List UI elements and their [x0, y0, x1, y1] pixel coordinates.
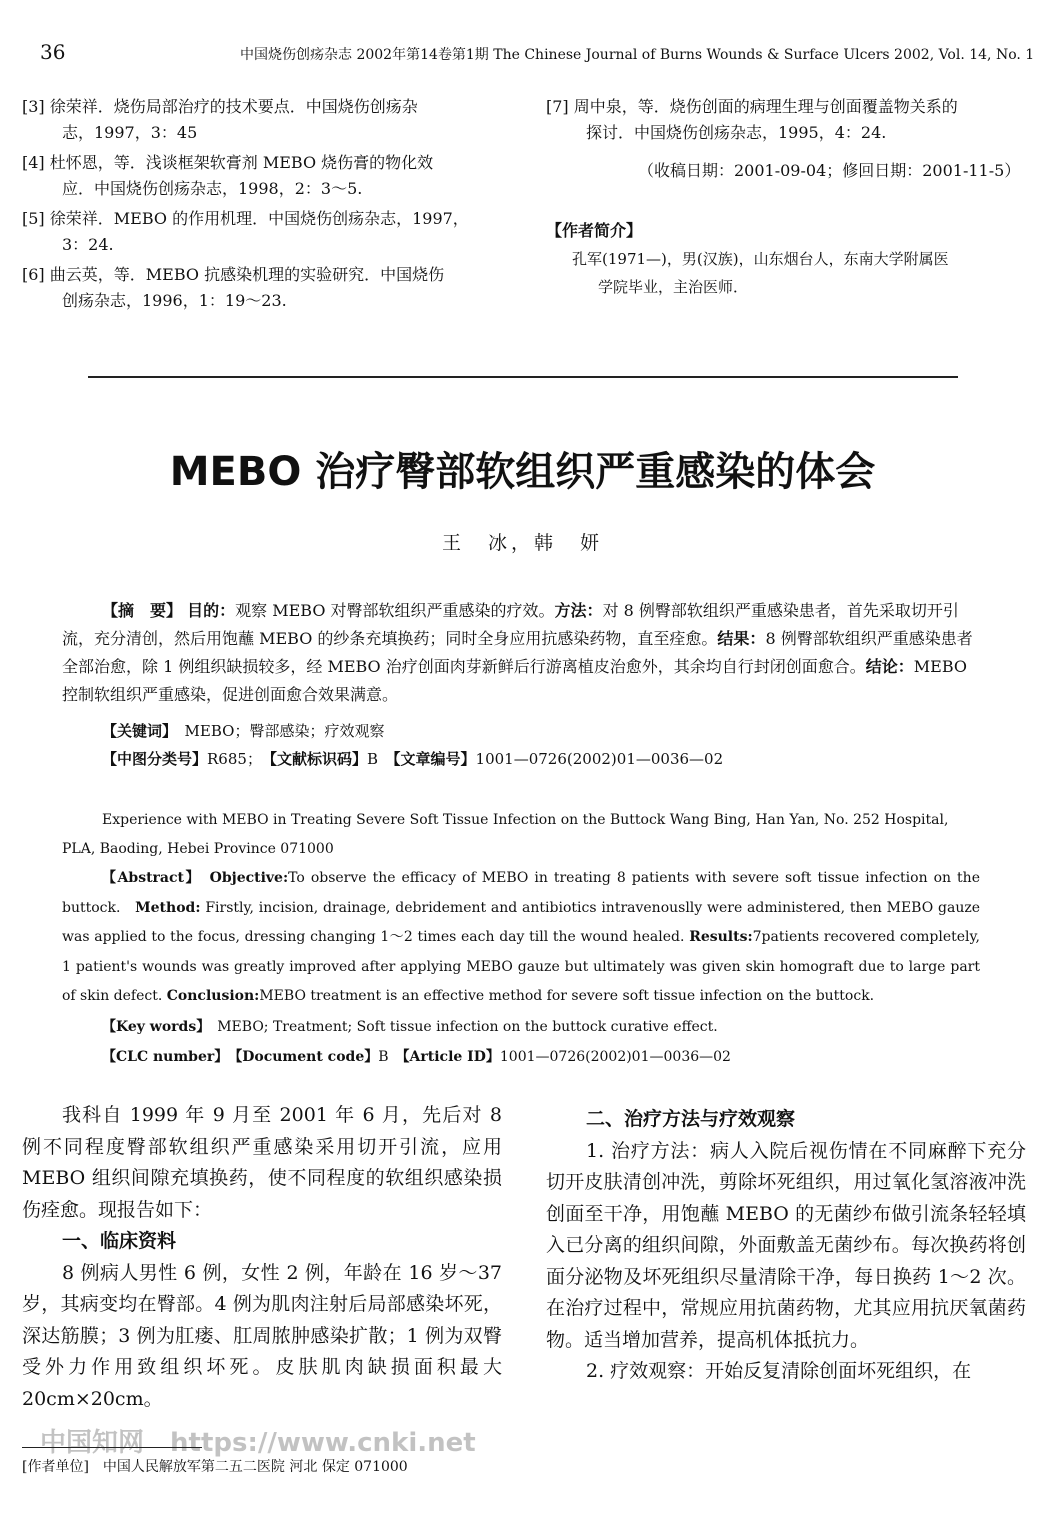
section-heading: 一、临床资料 [62, 1230, 177, 1252]
reference-item: [3] 徐荣祥．烧伤局部治疗的技术要点．中国烧伤创疡杂 志，1997，3：45 [22, 97, 418, 142]
body-right-column [546, 1104, 1026, 1388]
references-left [22, 94, 512, 318]
footnote-divider [22, 1447, 202, 1448]
author-intro-heading: 【作者简介】 [546, 221, 643, 240]
english-abstract: 【Abstract】 Objective:To observe the efficacy of MEBO in treating 8 patients with severe soft tissue infection on the buttock. Method: Firstly, incision, drainage, debridement and antibiotics intravenouslly were administered, then MEBO gauze was applied to the focus, dressing changing 1～2 times each day till the wound healed. Results:7patients recovered completely, 1 patient's wounds was greatly improved after applying MEBO gauze but ultimately was given skin homograft due to large part of skin defect. Conclusion:MEBO treatment is an effective method for severe soft tissue infection on the buttock. [62, 870, 981, 1004]
abstract-label: 【摘 要】 [102, 601, 183, 620]
body-paragraph: 1. 治疗方法：病人入院后视伤情在不同麻醉下充分切开皮肤清创冲洗，剪除坏死组织，用过氧化氢溶液冲洗创面至干净，用饱蘸 MEBO 的无菌纱布做引流条轻轻填入已分离的组织间隙，外面敷盖无菌纱布。每次换药将创面分泌物及坏死组织尽量清除干净，每日换药 1～2 次。在治疗过程中，常规应用抗菌药物，尤其应用抗厌氧菌药物。适当增加营养，提高机体抵抗力。 [546, 1139, 1026, 1351]
author-intro-line: 学院毕业，主治医师． [598, 278, 749, 296]
body-paragraph: 2. 疗效观察：开始反复清除创面坏死组织，在 [586, 1360, 972, 1382]
english-classification: 【CLC number】 【Document code】B 【Article ID】1001—0726(2002)01—0036—02 [102, 1049, 731, 1065]
received-date: （收稿日期：2001-09-04；修回日期：2001-11-5） [638, 161, 1021, 180]
reference-item: [5] 徐荣祥．MEBO 的作用机理．中国烧伤创疡杂志，1997， 3：24. [22, 209, 469, 254]
reference-item: [7] 周中泉，等．烧伤创面的病理生理与创面覆盖物关系的 探讨．中国烧伤创疡杂志，1995，4：24. [546, 97, 958, 142]
english-title: Experience with MEBO in Treating Severe Soft Tissue Infection on the Buttock Wang Bing, Han Yan, No. 252 Hospital, PLA, Baoding, Hebei Province 071000 [62, 812, 949, 857]
section-heading: 二、治疗方法与疗效观察 [586, 1108, 796, 1130]
footnote: [作者单位] 中国人民解放军第二五二医院 河北 保定 071000 [22, 1459, 408, 1475]
body-left-column [22, 1100, 502, 1415]
keywords-line: 【关键词】 MEBO；臀部感染；疗效观察 [102, 722, 385, 740]
article-authors: 王 冰，韩 妍 [441, 532, 603, 554]
reference-item: [6] 曲云英，等．MEBO 抗感染机理的实验研究．中国烧伤 创疡杂志，1996，1：19～23. [22, 265, 445, 310]
intro-paragraph: 我科自 1999 年 9 月至 2001 年 6 月，先后对 8 例不同程度臀部软组织严重感染采用切开引流，应用 MEBO 组织间隙充填换药，使不同程度的软组织感染损伤痊愈。现报告如下： [22, 1104, 502, 1221]
page-number: 36 [40, 40, 66, 64]
references-right [546, 94, 1026, 146]
chinese-abstract: 【摘 要】 目的：观察 MEBO 对臀部软组织严重感染的疗效。方法：对 8 例臀部软组织严重感染患者，首先采取切开引流，充分清创，然后用饱蘸 MEBO 的纱条充填换药；同时全身应用抗感染药物，直至痊愈。结果：8 例臀部软组织严重感染患者全部治愈，除 1 例组织缺损较多，经 MEBO 治疗创面肉芽新鲜后行游离植皮治愈外，其余均自行封闭创面愈合。结论：MEBO 控制软组织严重感染，促进创面愈合效果满意。 [62, 601, 973, 704]
classification-line: 【中图分类号】R685； 【文献标识码】B 【文章编号】1001—0726(2002)01—0036—02 [102, 750, 724, 768]
article-title: MEBO 治疗臀部软组织严重感染的体会 [169, 449, 876, 495]
running-head: 中国烧伤创疡杂志 2002年第14卷第1期 The Chinese Journal of Burns Wounds & Surface Ulcers 2002, Vol. 14, No. 1 [240, 47, 1035, 63]
section-divider [88, 376, 958, 378]
body-paragraph: 8 例病人男性 6 例，女性 2 例，年龄在 16 岁～37 岁，其病变均在臀部。4 例为肌肉注射后局部感染坏死，深达筋膜；3 例为肛瘘、肛周脓肿感染扩散；1 例为双臀受外力作用致组织坏死。皮肤肌肉缺损面积最大 20cm×20cm。 [22, 1261, 502, 1410]
reference-item: [4] 杜怀恩，等．浅谈框架软膏剂 MEBO 烧伤膏的物化效 应．中国烧伤创疡杂志，1998，2：3～5. [22, 153, 434, 198]
author-intro-line: 孔军(1971—)，男(汉族)，山东烟台人，东南大学附属医 [572, 250, 949, 268]
watermark: 中国知网 https://www.cnki.net [40, 1428, 476, 1458]
english-keywords: 【Key words】 MEBO; Treatment; Soft tissue infection on the buttock curative effect. [102, 1019, 718, 1035]
